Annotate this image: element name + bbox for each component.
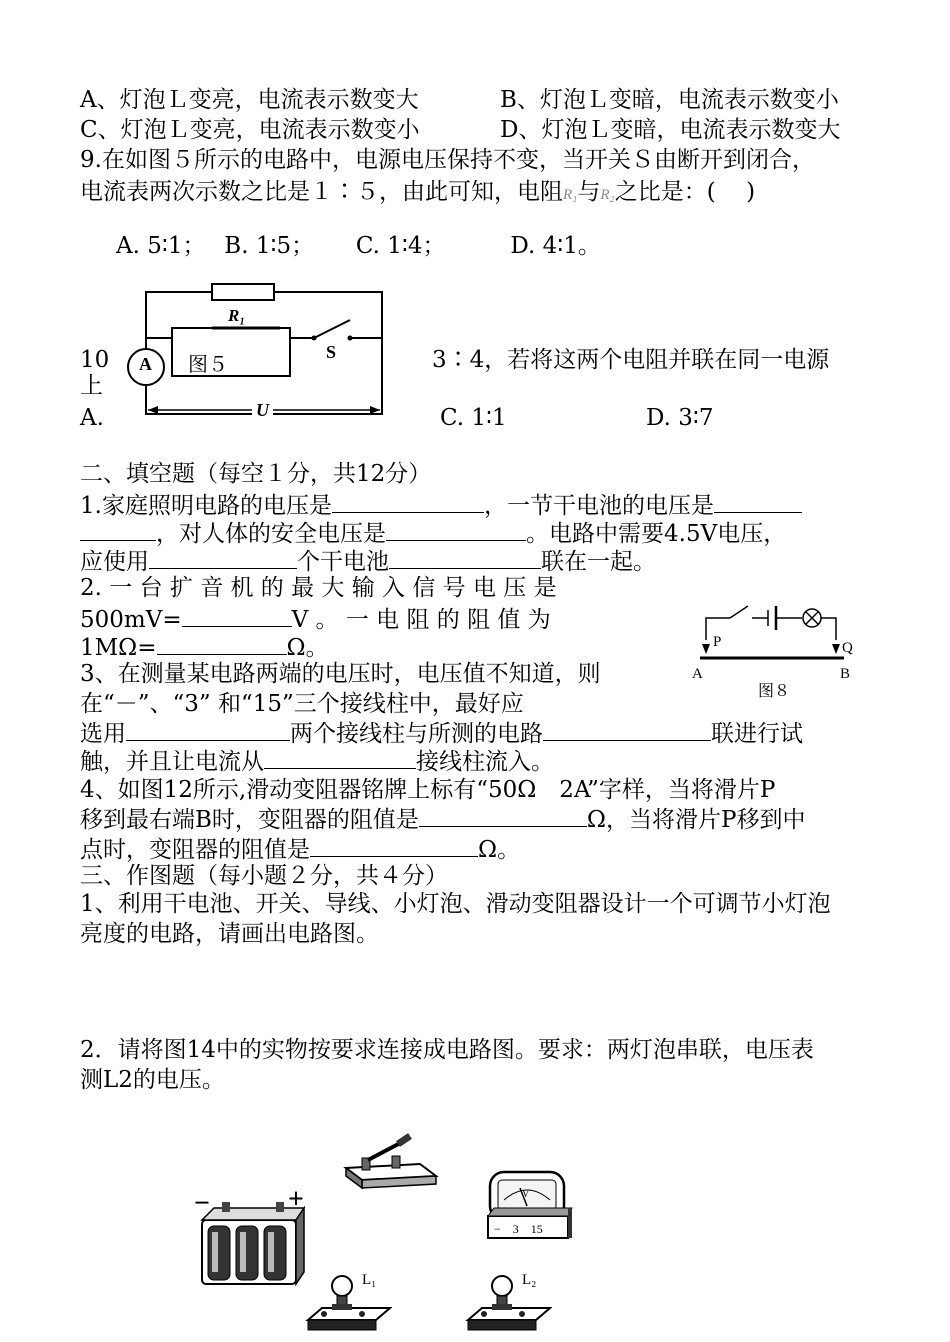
s2-q1-line1 [80,490,802,520]
fig5-switch-label: S [326,342,337,362]
s2-q2-line2 [80,604,551,634]
s2-q3-text-d: 两个接线柱与所测的电路 [290,721,543,747]
s2-q1-text-a: 1.家庭照明电路的电压是 [80,493,332,519]
s2-q4-line3 [80,834,520,864]
q9-text-a: 电流表两次示数之比是１∶５，由此可知，电阻 [80,179,563,205]
s2-q3-text-g: 接线柱流入。 [416,749,554,775]
answer-blank[interactable] [182,604,292,627]
s2-q1-text-b: ，一节干电池的电压是 [483,493,714,519]
q10-line1-tail [424,346,829,374]
bulb-l2-label: L₂ [522,1272,537,1288]
s2-q3-text-c: 选用 [80,721,126,747]
q9-options: A. 5∶1； B. 1∶5； C. 1∶4； D. 4∶1。 [116,233,601,259]
answer-blank[interactable] [80,518,156,541]
s2-q2-text-e: Ω。 [286,635,329,661]
q9-r2-symbol: R₂ [600,187,615,203]
answer-blank[interactable] [389,546,541,569]
s2-q4-text-b: 移到最右端B时，变阻器的阻值是 [80,807,419,833]
s2-q4-text-c: Ω，当将滑片P移到中 [586,807,806,833]
q9-line1: 9.在如图５所示的电路中，电源电压保持不变，当开关Ｓ由断开到闭合， [80,147,815,173]
s2-q4-line2 [80,804,805,834]
s2-q3-line4 [80,746,554,776]
fig8-b-label: B [840,666,851,682]
answer-blank[interactable] [714,490,802,513]
s2-q3-line2: 在“－”、“3” 和“15”三个接线柱中，最好应 [80,691,524,717]
s2-q2-line1: 2. 一 台 扩 音 机 的 最 大 输 入 信 号 电 压 是 [80,575,557,601]
bulb-l2-image [462,1268,552,1338]
battery-minus-label: − [194,1188,210,1219]
q9-line2 [80,178,755,209]
s2-q2-text-b: 500mV= [80,607,182,633]
s2-q1-text-e: 应使用 [80,549,149,575]
q10-line2: 上 [80,373,103,399]
fig8-q-label: Q [842,640,853,656]
q10-line1-text: 3∶4，若将这两个电阻并联在同一电源 [432,347,830,373]
s3-q1-line2: 亮度的电路，请画出电路图。 [80,921,379,947]
fig8-a-label: A [692,666,703,682]
s2-q4-text-e: Ω。 [478,837,521,863]
s2-q3-text-e: 联进行试 [711,721,803,747]
q8-option-a: A、灯泡Ｌ变亮，电流表示数变大 [80,87,419,113]
s2-q3-text-f: 触，并且让电流从 [80,749,264,775]
s2-q1-text-g: 联在一起。 [541,549,656,575]
bulb-l1-image [302,1270,392,1340]
fig5-r1-label: R₁ [228,306,246,325]
knife-switch-image [340,1130,440,1192]
q10-option-a: A. [80,405,104,431]
q10-number: 10 [80,347,110,373]
answer-blank[interactable] [157,632,287,655]
s2-q2-text-d: 1MΩ= [80,635,157,661]
section2-title: 二、填空题（每空１分，共12分） [80,461,432,487]
s2-q4-text-d: 点时，变阻器的阻值是 [80,837,310,863]
answer-blank[interactable] [386,518,526,541]
answer-blank[interactable] [126,718,290,741]
answer-blank[interactable] [310,834,478,857]
s2-q1-text-d: 。电路中需要4.5V电压， [526,521,787,547]
voltmeter-scale-labels: − 3 15 [494,1222,543,1236]
fig5-caption: 图５ [188,352,228,376]
answer-blank[interactable] [419,804,587,827]
battery-plus-label: + [288,1184,304,1215]
bulb-l1-label: L₁ [362,1272,377,1288]
q9-text-mid: 与 [577,179,601,205]
s2-q1-line3 [80,546,656,576]
s3-q2-line2: 测L2的电压。 [80,1067,225,1093]
q10-option-c: C. 1∶1 [440,405,507,431]
answer-blank[interactable] [543,718,711,741]
answer-blank[interactable] [149,546,297,569]
s3-q1-line1: 1、利用干电池、开关、导线、小灯泡、滑动变阻器设计一个可调节小灯泡 [80,891,831,917]
q8-option-c: C、灯泡Ｌ变亮，电流表示数变小 [80,117,420,143]
section3-title: 三、作图题（每小题２分，共４分） [80,863,448,889]
fig5-voltage-label: U [252,400,273,421]
s3-q2-line1: 2．请将图14中的实物按要求连接成电路图。要求：两灯泡串联，电压表 [80,1037,814,1063]
s2-q1-line2 [80,518,786,548]
s2-q1-text-f: 个干电池 [297,549,389,575]
s2-q1-text-c: ，对人体的安全电压是 [156,521,386,547]
fig5-ammeter-label: A [139,354,152,374]
fig8-p-label: P [713,634,722,650]
answer-blank[interactable] [264,746,416,769]
q10-option-d: D. 3∶7 [646,405,714,431]
answer-blank[interactable] [332,490,484,513]
q9-text-b: 之比是：( ) [614,179,756,205]
s2-q3-line3 [80,718,803,748]
s2-q2-text-c: V 。 一 电 阻 的 阻 值 为 [291,607,551,633]
fig8-caption: 图８ [758,681,791,700]
s2-q3-line1: 3、在测量某电路两端的电压时，电压值不知道，则 [80,661,601,687]
q8-option-b: B、灯泡Ｌ变暗，电流表示数变小 [500,87,839,113]
s2-q2-line3 [80,632,329,662]
q8-option-d: D、灯泡Ｌ变暗，电流表示数变大 [500,117,841,143]
q9-r1-symbol: R₁ [563,187,578,203]
voltmeter-symbol: V [522,1189,530,1200]
s2-q4-line1: 4、如图12所示,滑动变阻器铭牌上标有“50Ω 2A”字样，当将滑片P [80,777,776,803]
